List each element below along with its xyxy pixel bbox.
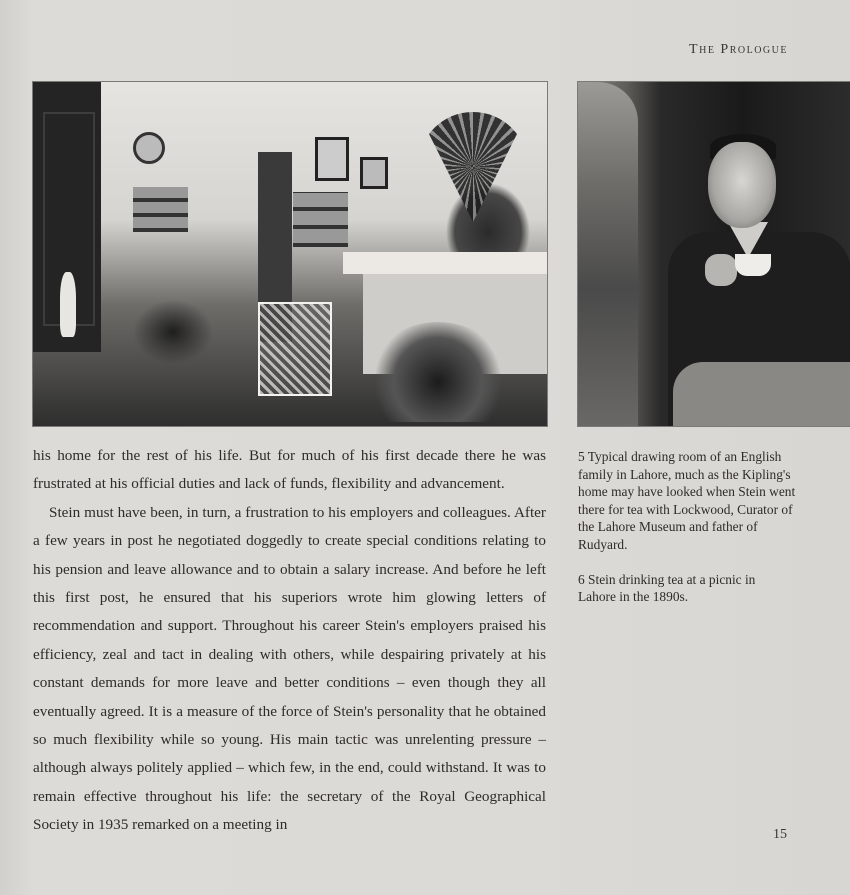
photo-leg [673,362,850,426]
photo-stein-face [708,142,776,228]
photo-bookshelf [133,187,188,232]
photo-wall-plate [133,132,165,164]
photo-teacup [735,254,771,276]
body-paragraph: his home for the rest of his life. But for much of his first decade there he was frustrated at his official duties and lack of funds, flexibility and advancement. [33,447,546,493]
drawing-room-photo [32,81,548,427]
photo-fan [418,112,528,222]
photo-picture-frame-2 [360,157,388,189]
running-head: The Prologue [689,42,788,57]
photo-mantelpiece [343,252,547,274]
photo-figure-left [577,82,638,426]
photo-wicker-chair [258,302,332,396]
body-paragraph: Stein must have been, in turn, a frustration to his employers and colleagues. After a few years in post he negotiated doggedly to create special conditions relating to his pension and leave allowance and to obtain a salary increase. And before he left this first post, he ensured that his superiors wrote him glowing letters of recommendation and support. Throughout his career Stein's employers praised his efficiency, zeal and tact in dealing with others, while despairing privately at his constant demands for more leave and better conditions – even though they all eventually agreed. It is a measure of the force of Stein's personality that he obtained so much flexibility while so young. His main tactic was unrelenting pressure – although always politely applied – which few, in the end, could withstand. It was to remain effective throughout his life: the secretary of the Royal Geographical Society in 1935 remarked on a meeting in [33,503,546,834]
photo-hand [705,254,737,286]
stein-tea-photo [577,81,850,427]
photo-vase [60,272,76,337]
page-number: 15 [773,827,787,842]
body-text [33,442,546,840]
caption-6: 6 Stein drinking tea at a picnic in Lahore in the 1890s. [578,571,756,605]
caption-5: 5 Typical drawing room of an English family in Lahore, much as the Kipling's home may have looked when Stein went there for tea with Lockwood, Curator of the Lahore Museum and father of Rudyard. [578,449,796,552]
photo-bookshelf-2 [293,192,348,247]
photo-picture-frame [315,137,349,181]
photo-plants [373,322,503,422]
figure-captions [578,448,796,623]
